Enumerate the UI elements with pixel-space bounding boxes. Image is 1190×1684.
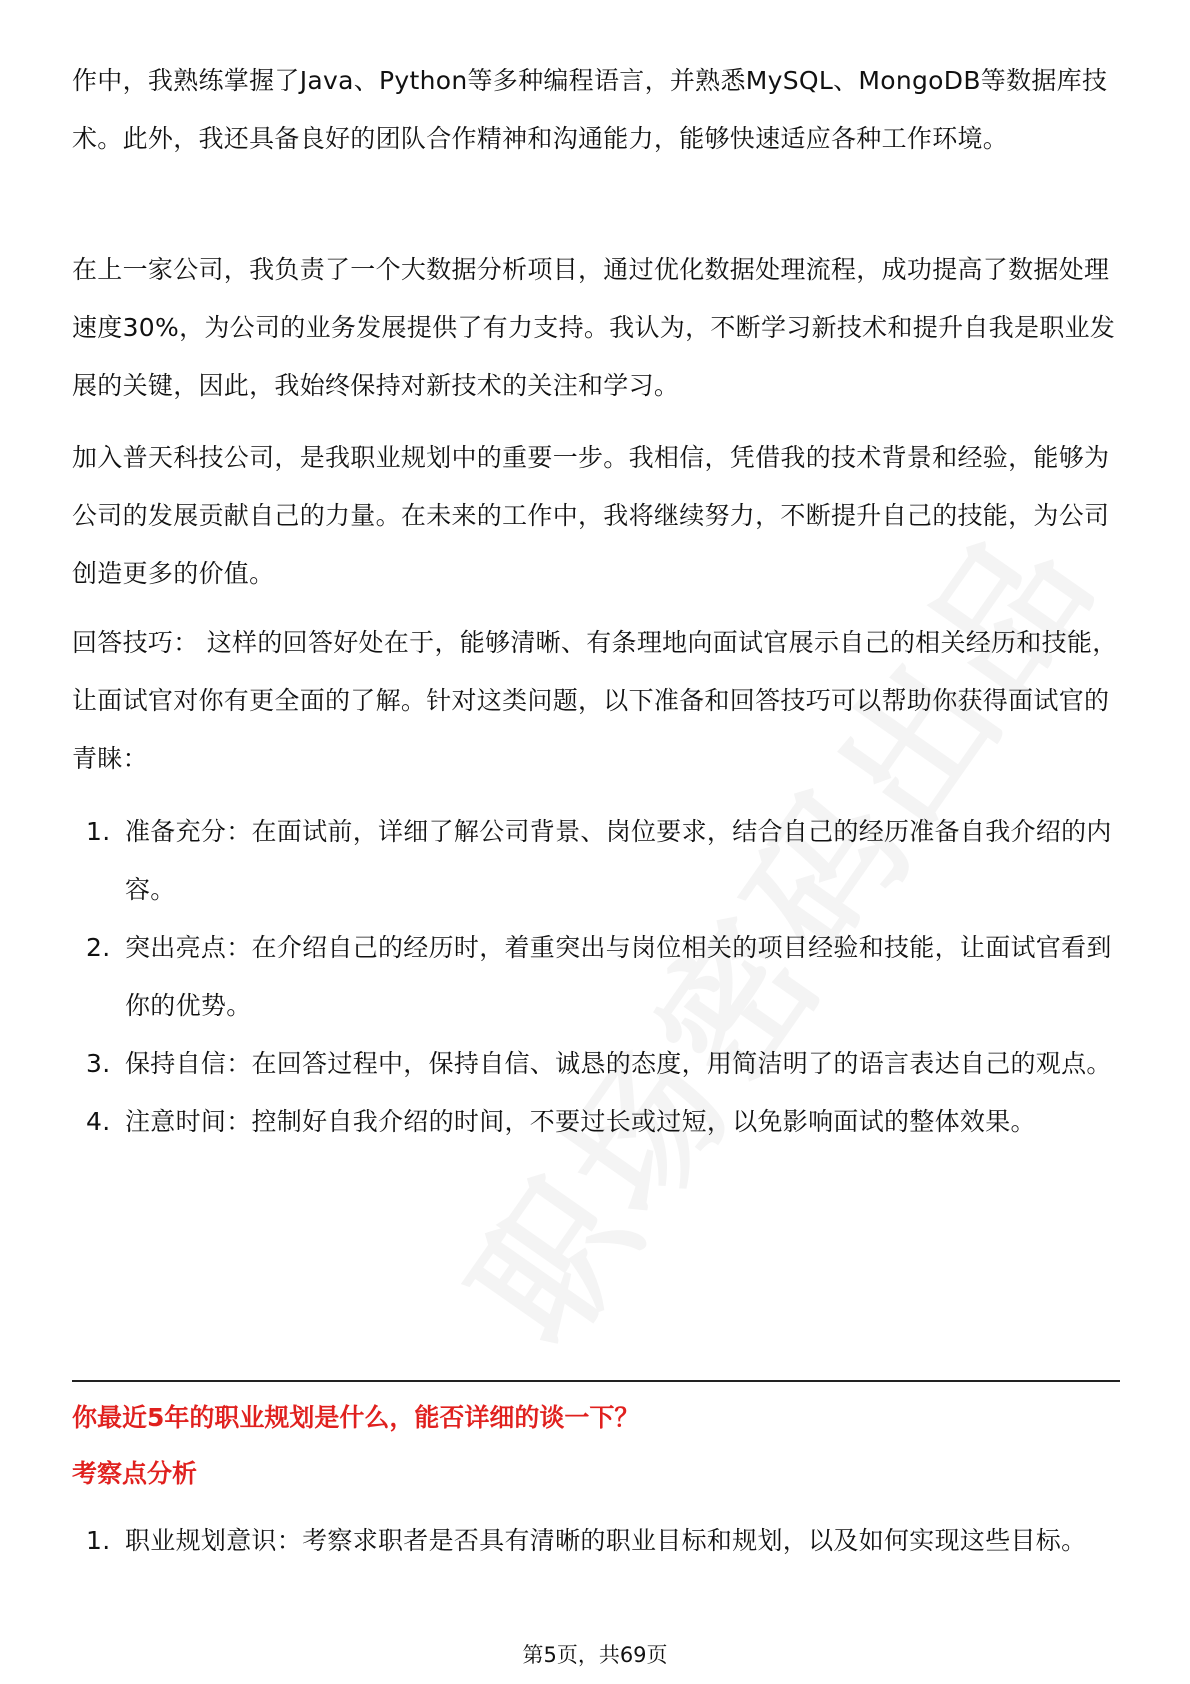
paragraph-motivation: 加入普天科技公司，是我职业规划中的重要一步。我相信，凭借我的技术背景和经验，能够为公司的发展贡献自己的力量。在未来的工作中，我将继续努力，不断提升自己的技能，为公司创造更多的价值。 — [72, 443, 1110, 588]
paragraph-answer-tips: 回答技巧： 这样的回答好处在于，能够清晰、有条理地向面试官展示自己的相关经历和技能，让面试官对你有更全面的了解。针对这类问题，以下准备和回答技巧可以帮助你获得面试官的青睐： — [72, 628, 1118, 773]
list-item — [72, 1512, 1122, 1570]
paragraph-skills: 作中，我熟练掌握了Java、Python等多种编程语言，并熟悉MySQL、MongoDB等数据库技术。此外，我还具备良好的团队合作精神和沟通能力，能够快速适应各种工作环境。 — [72, 66, 1108, 153]
list-text: 准备充分：在面试前，详细了解公司背景、岗位要求，结合自己的经历准备自我介绍的内容。 — [125, 817, 1112, 904]
list-text: 突出亮点：在介绍自己的经历时，着重突出与岗位相关的项目经验和技能，让面试官看到你的优势。 — [125, 933, 1112, 1020]
question-heading: 你最近5年的职业规划是什么，能否详细的谈一下？ — [72, 1403, 640, 1432]
list-item — [72, 1035, 1122, 1093]
analysis-heading: 考察点分析 — [72, 1459, 198, 1488]
page-footer: 第5页，共69页 — [522, 1643, 668, 1667]
list-number: 4. — [86, 1107, 111, 1136]
tips-list — [72, 803, 1122, 1151]
analysis-list — [72, 1512, 1122, 1570]
list-number: 3. — [86, 1049, 111, 1078]
list-item — [72, 919, 1122, 1035]
list-item — [72, 1093, 1122, 1151]
section-divider — [72, 1380, 1120, 1382]
list-text: 注意时间：控制好自我介绍的时间，不要过长或过短，以免影响面试的整体效果。 — [125, 1107, 1036, 1136]
list-text: 保持自信：在回答过程中，保持自信、诚恳的态度，用简洁明了的语言表达自己的观点。 — [125, 1049, 1112, 1078]
list-number: 1. — [86, 817, 111, 846]
list-text: 职业规划意识：考察求职者是否具有清晰的职业目标和规划，以及如何实现这些目标。 — [125, 1526, 1087, 1555]
paragraph-experience: 在上一家公司，我负责了一个大数据分析项目，通过优化数据处理流程，成功提高了数据处理速度30%，为公司的业务发展提供了有力支持。我认为，不断学习新技术和提升自我是职业发展的关键，因此，我始终保持对新技术的关注和学习。 — [72, 255, 1116, 400]
list-item — [72, 803, 1122, 919]
list-number: 1. — [86, 1526, 111, 1555]
list-number: 2. — [86, 933, 111, 962]
